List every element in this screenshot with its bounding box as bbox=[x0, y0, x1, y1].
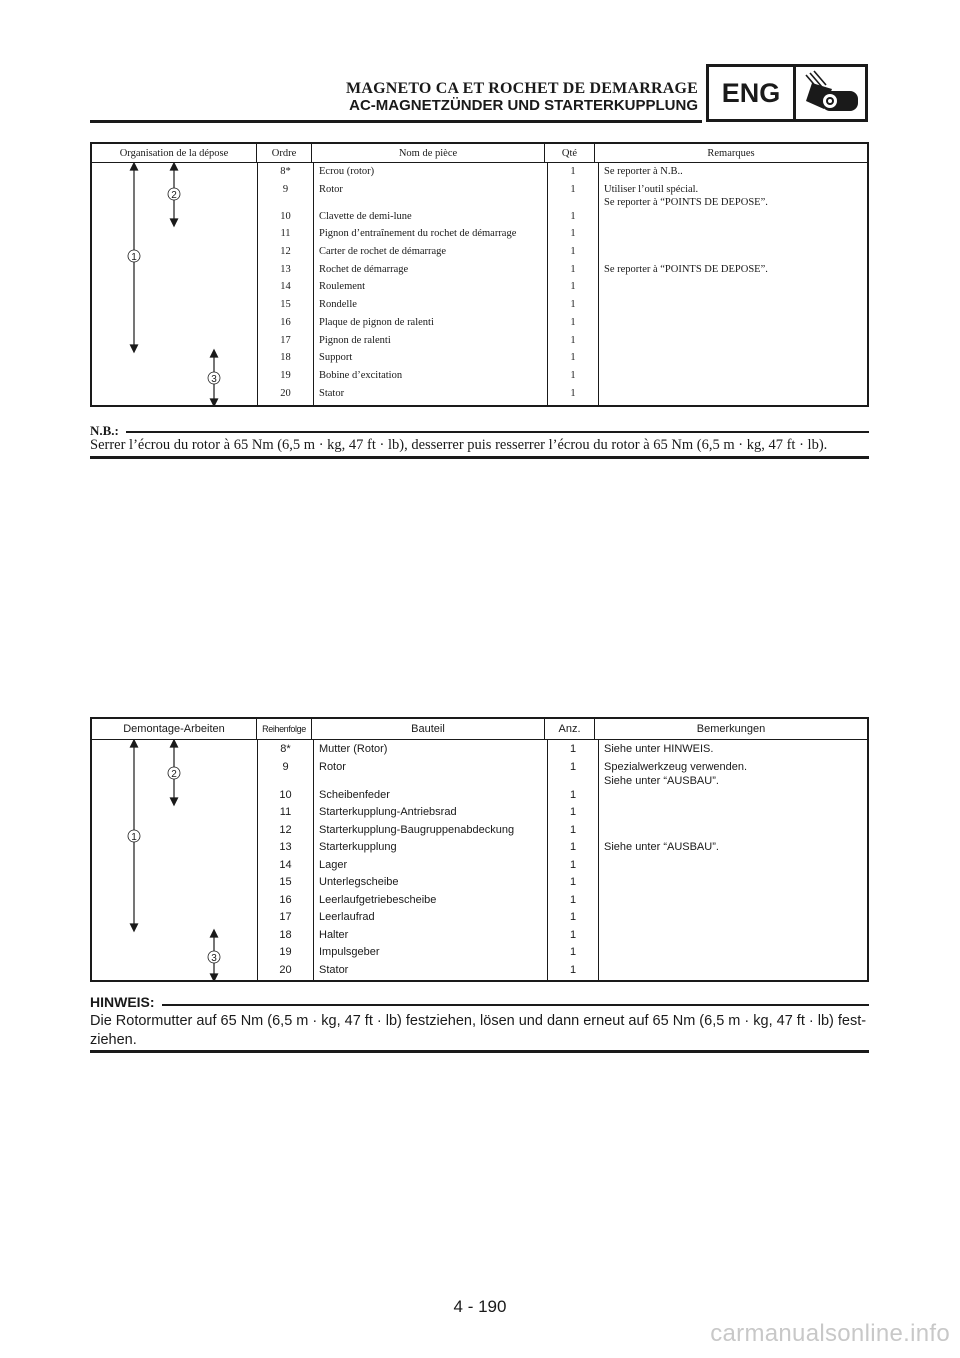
row-order: 10 bbox=[279, 788, 292, 801]
header-title-de: AC-MAGNETZÜNDER UND STARTERKUPPLUNG bbox=[349, 97, 698, 114]
row-order: 8* bbox=[280, 743, 291, 755]
row-quantity: 1 bbox=[569, 788, 577, 801]
row-remarks bbox=[599, 908, 867, 926]
row-order: 20 bbox=[279, 963, 292, 976]
row-quantity: 1 bbox=[569, 823, 577, 836]
row-quantity: 1 bbox=[569, 963, 577, 976]
row-order: 11 bbox=[279, 806, 292, 818]
row-part-name: Starterkupplung-Baugruppenabdeckung bbox=[319, 823, 515, 836]
row-order: 9 bbox=[282, 183, 289, 195]
row-remark-line: Se reporter à N.B.. bbox=[604, 166, 683, 177]
row-part-name: Rotor bbox=[319, 760, 346, 773]
row-order: 15 bbox=[280, 299, 291, 311]
watermark: carmanualsonline.info bbox=[710, 1320, 950, 1347]
col-header-remarks: Bemerkungen bbox=[696, 723, 766, 735]
row-part-name: Roulement bbox=[319, 281, 366, 293]
row-remarks bbox=[599, 349, 867, 367]
note-text-fr: Serrer l’écrou du rotor à 65 Nm (6,5 m · kg, 47 ft · lb), desserrer puis resserrer l’écrou du rotor à 65 Nm (6,5 m · kg, 47 ft · lb). bbox=[90, 437, 828, 453]
col-header-remarks: Remarques bbox=[707, 147, 755, 159]
row-quantity: 1 bbox=[570, 228, 576, 240]
row-part-name: Pignon d’entraînement du rochet de démarrage bbox=[319, 228, 517, 240]
row-order: 16 bbox=[279, 893, 292, 906]
row-order: 18 bbox=[279, 928, 292, 941]
engine-crankshaft-icon bbox=[796, 67, 865, 119]
row-order: 20 bbox=[280, 387, 291, 399]
row-part-name: Starterkupplung-Antriebsrad bbox=[319, 806, 457, 818]
row-remarks bbox=[599, 181, 867, 208]
note-text-de: Die Rotormutter auf 65 Nm (6,5 m · kg, 47 ft · lb) festziehen, lösen und dann erneut auf 65 Nm (6,5 m · kg, 47 ft · lb) fest-ziehen. bbox=[90, 1013, 867, 1048]
group-label-1: 1 bbox=[131, 252, 137, 263]
row-order: 12 bbox=[280, 246, 291, 258]
row-order: 12 bbox=[279, 823, 292, 836]
row-remarks bbox=[599, 314, 867, 332]
group-diagram bbox=[92, 163, 258, 406]
row-part-name: Rondelle bbox=[319, 299, 357, 311]
row-remarks bbox=[599, 261, 867, 279]
row-quantity: 1 bbox=[569, 893, 577, 906]
row-remarks bbox=[599, 332, 867, 350]
row-order: 18 bbox=[280, 352, 291, 364]
row-part-name: Plaque de pignon de ralenti bbox=[319, 316, 434, 328]
row-order: 10 bbox=[280, 210, 291, 222]
row-order: 14 bbox=[280, 281, 291, 293]
section-badge bbox=[706, 64, 868, 122]
row-order: 11 bbox=[280, 228, 291, 240]
row-part-name: Leerlaufgetriebescheibe bbox=[319, 893, 437, 906]
col-header-order: Ordre bbox=[257, 144, 312, 162]
note-rule-de bbox=[162, 1004, 869, 1006]
row-part-name: Scheibenfeder bbox=[319, 788, 390, 801]
note-label-fr: N.B.: bbox=[90, 423, 119, 438]
removal-table-fr bbox=[90, 142, 869, 407]
row-part-name: Mutter (Rotor) bbox=[319, 743, 388, 755]
col-header-org: Demontage-Arbeiten bbox=[92, 719, 257, 739]
row-quantity: 1 bbox=[570, 246, 576, 258]
col-header-qty: Qté bbox=[545, 144, 595, 162]
row-part-name: Clavette de demi-lune bbox=[319, 210, 412, 222]
row-part-name: Ecrou (rotor) bbox=[319, 166, 375, 177]
row-quantity: 1 bbox=[569, 928, 577, 941]
row-part-name: Impulsgeber bbox=[319, 946, 380, 958]
table-rows-de bbox=[258, 740, 867, 981]
row-remark-line: Spezialwerkzeug verwenden. bbox=[604, 760, 748, 773]
header-rule bbox=[90, 120, 702, 123]
row-order: 19 bbox=[280, 369, 291, 381]
note-label-de: HINWEIS: bbox=[90, 994, 155, 1010]
row-quantity: 1 bbox=[570, 263, 576, 275]
row-remarks bbox=[599, 891, 867, 909]
row-quantity: 1 bbox=[570, 387, 576, 399]
row-remark-line: Se reporter à “POINTS DE DEPOSE”. bbox=[604, 196, 768, 208]
row-remarks bbox=[599, 873, 867, 891]
row-quantity: 1 bbox=[570, 369, 576, 381]
row-part-name: Bobine d’excitation bbox=[319, 369, 403, 381]
row-part-name: Pignon de ralenti bbox=[319, 334, 391, 346]
row-part-name: Unterlegscheibe bbox=[319, 876, 399, 888]
row-part-name: Rotor bbox=[319, 183, 343, 195]
row-remarks bbox=[599, 803, 867, 821]
row-part-name: Carter de rochet de démarrage bbox=[319, 246, 447, 258]
group-label-3: 3 bbox=[211, 953, 217, 964]
row-quantity: 1 bbox=[569, 876, 577, 888]
group-label-1: 1 bbox=[131, 832, 137, 843]
row-quantity: 1 bbox=[570, 352, 576, 364]
row-remarks bbox=[599, 296, 867, 314]
table-rows-fr bbox=[258, 163, 867, 406]
row-remarks bbox=[599, 943, 867, 961]
row-part-name: Support bbox=[319, 352, 353, 364]
row-part-name: Starterkupplung bbox=[319, 841, 397, 853]
note-rule-fr bbox=[126, 431, 869, 433]
header-title-fr: MAGNETO CA ET ROCHET DE DEMARRAGE bbox=[346, 80, 698, 97]
page-number: 4 - 190 bbox=[453, 1297, 507, 1316]
row-order: 16 bbox=[280, 316, 291, 328]
row-remark-line: Siehe unter HINWEIS. bbox=[604, 743, 714, 755]
row-order: 19 bbox=[279, 946, 292, 958]
row-part-name: Leerlaufrad bbox=[319, 911, 375, 923]
row-remarks bbox=[599, 243, 867, 261]
row-part-name: Stator bbox=[319, 963, 349, 976]
row-remarks bbox=[599, 856, 867, 874]
row-remarks bbox=[599, 926, 867, 944]
row-remark-line: Utiliser l’outil spécial. bbox=[604, 183, 699, 195]
row-order: 9 bbox=[282, 760, 289, 773]
row-remarks bbox=[599, 385, 867, 403]
row-remarks bbox=[599, 163, 867, 181]
row-quantity: 1 bbox=[570, 334, 576, 346]
col-header-part: Nom de pièce bbox=[312, 144, 545, 162]
row-remarks bbox=[599, 367, 867, 385]
row-quantity: 1 bbox=[569, 806, 577, 818]
row-quantity: 1 bbox=[569, 760, 577, 773]
row-remarks bbox=[599, 208, 867, 226]
row-order: 17 bbox=[279, 911, 292, 923]
row-remarks bbox=[599, 821, 867, 839]
row-quantity: 1 bbox=[569, 946, 577, 958]
note-end-rule-fr bbox=[90, 456, 869, 459]
row-quantity: 1 bbox=[570, 316, 576, 328]
col-header-part: Bauteil bbox=[312, 719, 545, 739]
row-order: 17 bbox=[280, 334, 291, 346]
col-header-org: Organisation de la dépose bbox=[92, 144, 257, 162]
row-remarks bbox=[599, 786, 867, 804]
removal-table-de bbox=[90, 717, 869, 982]
group-label-2: 2 bbox=[171, 769, 177, 780]
row-part-name: Stator bbox=[319, 387, 345, 399]
row-quantity: 1 bbox=[570, 210, 576, 222]
row-quantity: 1 bbox=[569, 841, 577, 853]
row-quantity: 1 bbox=[569, 743, 577, 755]
row-order: 8* bbox=[280, 166, 291, 177]
group-diagram bbox=[92, 740, 258, 981]
row-remark-line: Siehe unter “AUSBAU”. bbox=[604, 774, 719, 787]
row-order: 13 bbox=[279, 841, 292, 853]
section-badge-label: ENG bbox=[709, 67, 796, 119]
note-end-rule-de bbox=[90, 1050, 869, 1053]
row-remark-line: Siehe unter “AUSBAU”. bbox=[604, 841, 719, 853]
row-quantity: 1 bbox=[569, 911, 577, 923]
row-order: 14 bbox=[279, 858, 292, 871]
row-order: 15 bbox=[279, 876, 292, 888]
row-remark-line: Se reporter à “POINTS DE DEPOSE”. bbox=[604, 263, 768, 275]
row-quantity: 1 bbox=[570, 281, 576, 293]
row-remarks bbox=[599, 740, 867, 758]
row-quantity: 1 bbox=[570, 183, 576, 195]
row-remarks bbox=[599, 838, 867, 856]
row-quantity: 1 bbox=[569, 858, 577, 871]
row-quantity: 1 bbox=[570, 299, 576, 311]
row-remarks bbox=[599, 278, 867, 296]
row-order: 13 bbox=[280, 263, 291, 275]
col-header-qty: Anz. bbox=[545, 719, 595, 739]
group-label-2: 2 bbox=[171, 190, 177, 201]
group-label-3: 3 bbox=[211, 374, 217, 385]
col-header-order: Reihenfolge bbox=[257, 719, 312, 739]
row-remarks bbox=[599, 225, 867, 243]
row-part-name: Lager bbox=[319, 858, 348, 871]
row-remarks bbox=[599, 961, 867, 979]
row-remarks bbox=[599, 758, 867, 786]
row-part-name: Rochet de démarrage bbox=[319, 263, 409, 275]
row-part-name: Halter bbox=[319, 928, 349, 941]
row-quantity: 1 bbox=[570, 166, 576, 177]
